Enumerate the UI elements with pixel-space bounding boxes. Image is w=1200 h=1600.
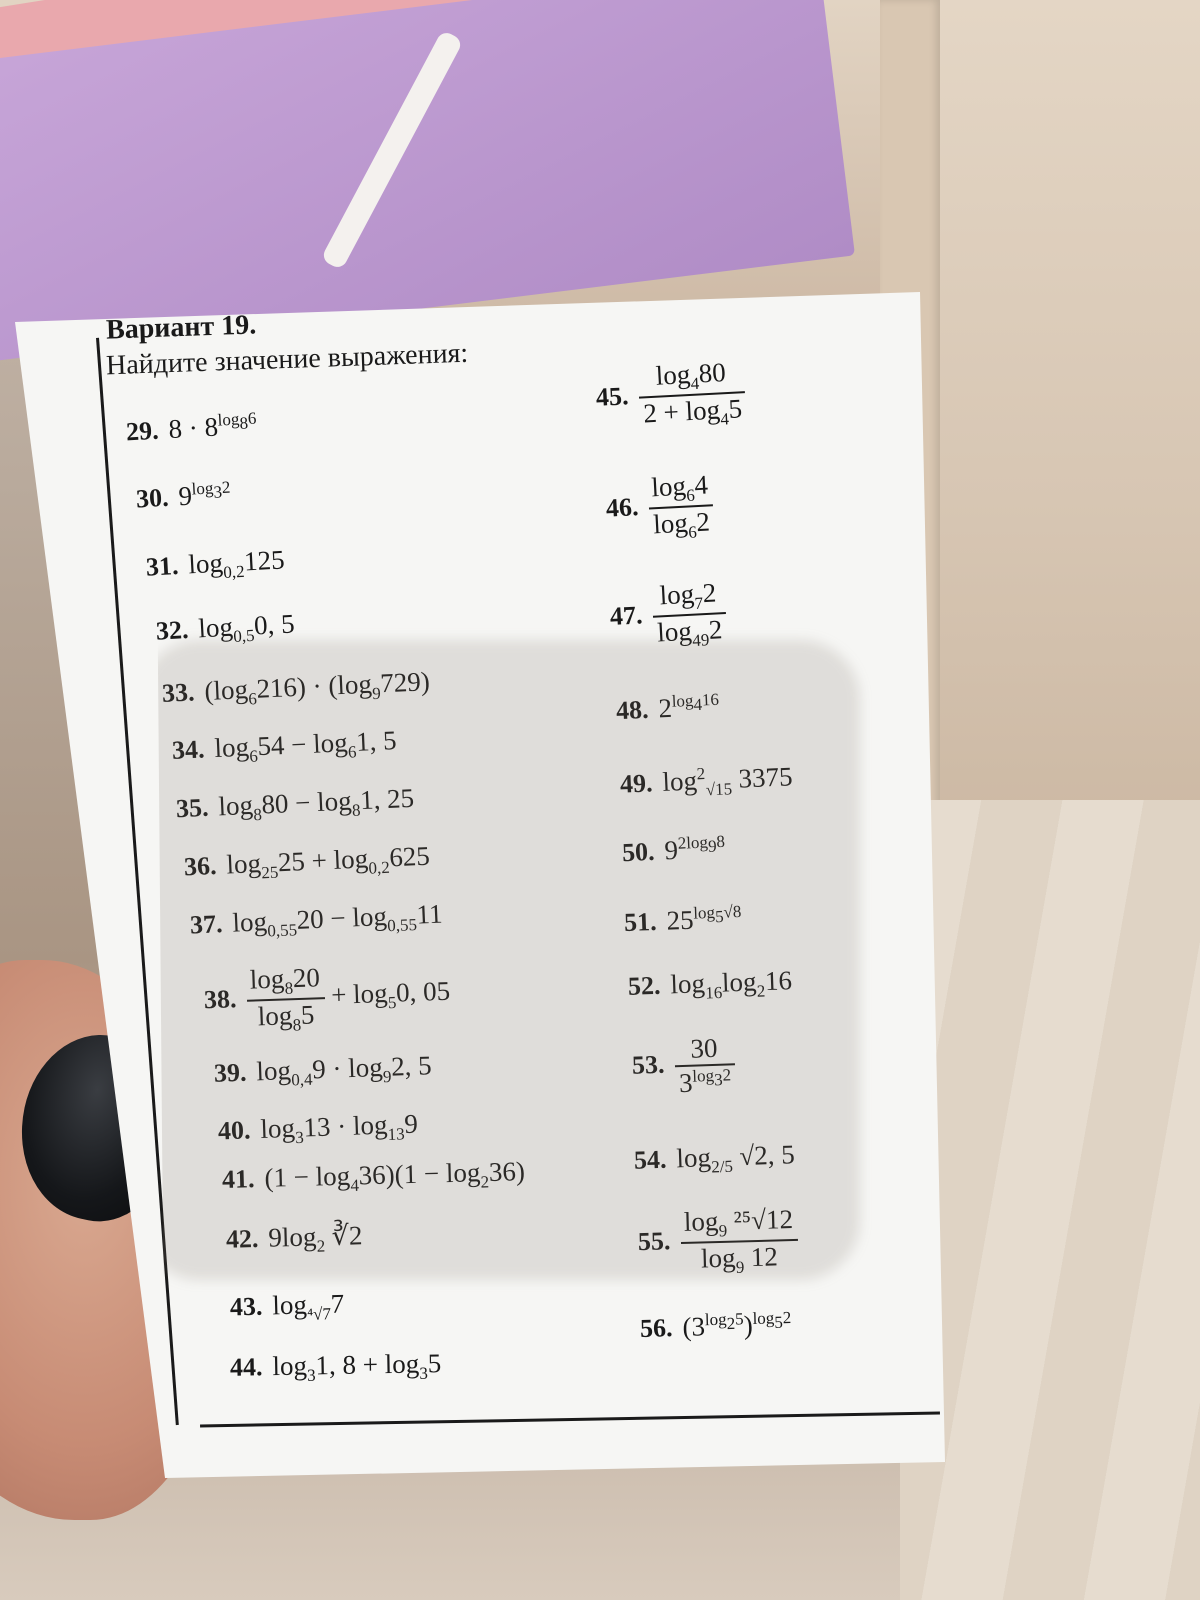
problem-30: 30. $9^{log_32}$ — [135, 477, 231, 514]
problem-40: 40. $\log_313 \cdot \log_{13}9$ — [217, 1108, 419, 1148]
problem-44: 44. $\log_31$, $8 + \log_35$ — [229, 1348, 442, 1385]
problem-43: 43. $\log_{^4√7}7$ — [229, 1288, 345, 1324]
problem-45: 45. $\frac{\log_480}{2 + \log_45}$ — [594, 356, 747, 436]
problem-42: 42. $9\log_2$ ∛2 — [225, 1220, 363, 1256]
problem-34: 34. $\log_654 - \log_61$, 5 — [171, 725, 398, 766]
problem-33: 33. $(\log_6216) \cdot (\log_9729)$ — [161, 666, 431, 709]
problem-32: 32. $\log_{0,5}0$, 5 — [155, 608, 296, 646]
phone-shadow — [140, 640, 860, 1280]
problem-29: 29. $8 \cdot 8^{log_86}$ — [125, 408, 257, 447]
problem-51: 51. $25^{log_5√8}$ — [623, 901, 742, 938]
problem-48: 48. $2^{log_416}$ — [615, 689, 720, 726]
problem-31: 31. $\log_{0,2}125$ — [145, 544, 286, 582]
problem-36: 36. $\log_{25}25 + \log_{0,2}625$ — [183, 840, 431, 883]
problem-38: 38. $\frac{\log_820}{\log_85}$ + $\log_50$, 05 — [203, 962, 451, 1035]
problem-46: 46. $\frac{\log_64}{\log_62}$ — [604, 469, 715, 547]
problem-56: 56. $(3^{log_25})^{log_52}$ — [639, 1308, 792, 1343]
variant-title: Вариант 19. — [105, 309, 257, 346]
problem-39: 39. $\log_{0,4}9 \cdot \log_92$, 5 — [213, 1050, 433, 1090]
problem-47: 47. $\frac{\log_72}{\log_{49}2}$ — [608, 577, 727, 656]
problem-49: 49. $\log^2_{√15} 3375$ — [619, 761, 794, 800]
problem-55: 55. $\frac{\log_9 ^{25}√12}{\log_9 12}$ — [637, 1204, 798, 1281]
problem-41: 41. $(1 - \log_436)(1 - \log_236)$ — [221, 1156, 526, 1195]
problem-35: 35. $\log_880 - \log_81$, 25 — [175, 782, 415, 825]
problem-53: 53. $\frac{30}{3^{log_32}}$ — [631, 1032, 736, 1101]
problem-52: 52. $\log_{16}\log_216$ — [627, 965, 793, 1003]
problem-50: 50. $9^{2log_98}$ — [621, 831, 726, 868]
problem-37: 37. $\log_{0,55}20 - \log_{0,55}11$ — [189, 898, 444, 941]
task-instruction: Найдите значение выражения: — [105, 337, 469, 382]
problem-54: 54. $\log_{2/5} √2$, 5 — [633, 1139, 796, 1177]
